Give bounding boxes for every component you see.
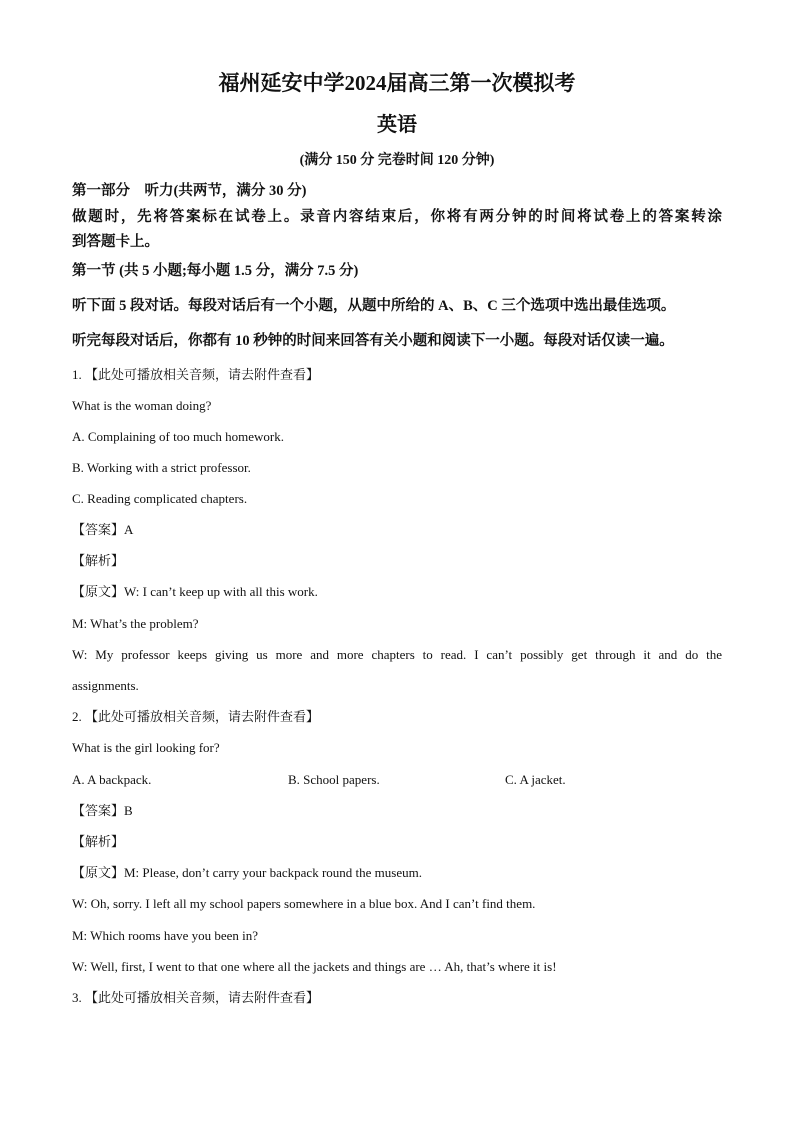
q2-transcript-line2: W: Oh, sorry. I left all my school papers somewhere in a blue box. And I can’t find them. [72, 896, 536, 911]
q1-transcript-line3a: W: My professor keeps giving us more and more chapters to read. I can’t possibly get through it and do the [72, 647, 722, 662]
q1-transcript-line3b: assignments. [72, 678, 139, 693]
part1-instruction-line1: 做题时，先将答案标在试卷上。录音内容结束后，你将有两分钟的时间将试卷上的答案转涂 [72, 209, 722, 225]
section1-instruction-line1: 听下面 5 段对话。每段对话后有一个小题，从题中所给的 A、B、C 三个选项中选出最佳选项。 [72, 298, 676, 314]
q1-transcript-line1: 【原文】W: I can’t keep up with all this work. [72, 584, 318, 599]
q2-analysis: 【解析】 [72, 834, 125, 849]
q1-option-a: A. Complaining of too much homework. [72, 429, 284, 444]
q1-option-b: B. Working with a strict professor. [72, 460, 251, 475]
q2-option-b: B. School papers. [288, 772, 380, 787]
part1-heading: 第一部分 听力(共两节，满分 30 分) [72, 183, 307, 199]
part1-instruction-line2: 到答题卡上。 [72, 234, 159, 250]
q1-header: 1. 【此处可播放相关音频，请去附件查看】 [72, 367, 320, 382]
q1-question: What is the woman doing? [72, 398, 212, 413]
q1-transcript-line2: M: What’s the problem? [72, 616, 199, 631]
q2-transcript-line3: M: Which rooms have you been in? [72, 928, 259, 943]
subject-title: 英语 [377, 114, 417, 136]
q1-analysis: 【解析】 [72, 553, 125, 568]
q2-answer: 【答案】B [72, 803, 133, 818]
exam-info: (满分 150 分 完卷时间 120 分钟) [299, 153, 495, 168]
q2-option-c: C. A jacket. [505, 772, 566, 787]
q2-transcript-line1: 【原文】M: Please, don’t carry your backpack round the museum. [72, 865, 422, 880]
q2-header: 2. 【此处可播放相关音频，请去附件查看】 [72, 709, 320, 724]
q1-option-c: C. Reading complicated chapters. [72, 491, 248, 506]
q3-header: 3. 【此处可播放相关音频，请去附件查看】 [72, 990, 320, 1005]
q1-answer: 【答案】A [72, 522, 134, 537]
section1-instruction-line2: 听完每段对话后，你都有 10 秒钟的时间来回答有关小题和阅读下一小题。每段对话仅读一遍。 [72, 333, 674, 349]
q2-question: What is the girl looking for? [72, 740, 220, 755]
q2-option-a: A. A backpack. [72, 772, 152, 787]
exam-title: 福州延安中学2024届高三第一次模拟考 [218, 71, 576, 95]
section1-heading: 第一节 (共 5 小题;每小题 1.5 分，满分 7.5 分) [72, 263, 359, 279]
q2-transcript-line4: W: Well, first, I went to that one where all the jackets and things are … Ah, that’s where it is! [72, 959, 557, 974]
